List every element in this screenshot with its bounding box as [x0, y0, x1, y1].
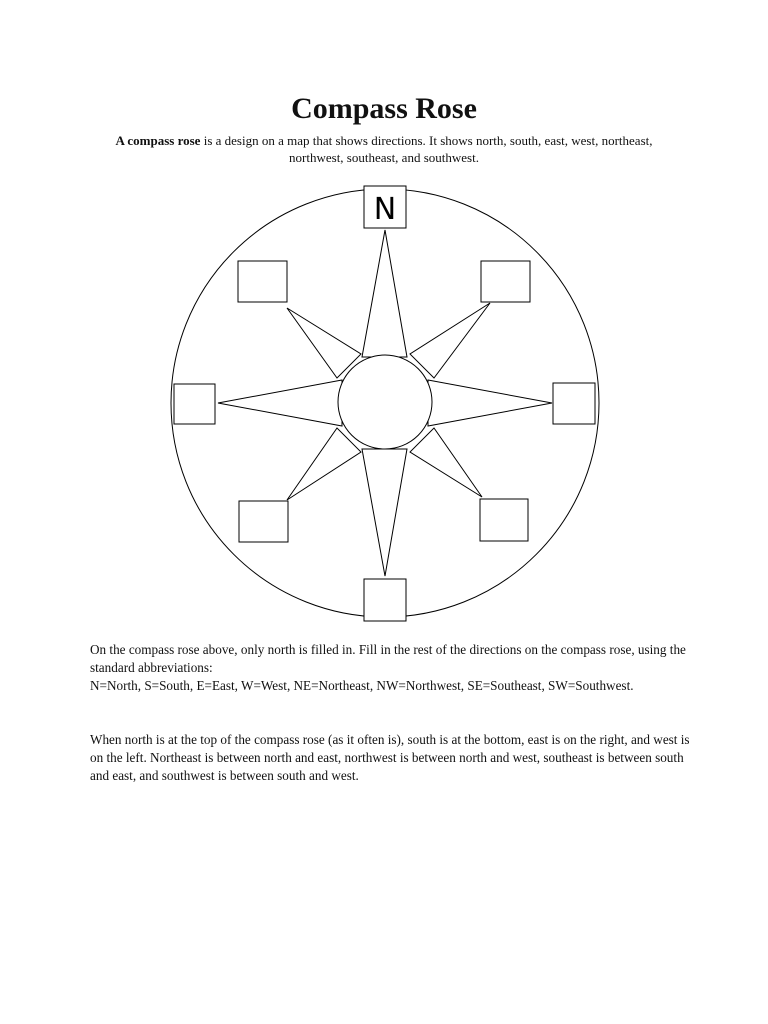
abbreviations-line: N=North, S=South, E=East, W=West, NE=Northeast, NW=Northwest, SE=Southeast, SW=Southwest. — [90, 678, 634, 693]
point-northeast — [410, 303, 490, 378]
point-east — [428, 380, 552, 426]
instructions-line-1: On the compass rose above, only north is filled in. Fill in the rest of the directions on the compass rose, using the standard abbreviations: — [90, 642, 686, 675]
answer-box-east[interactable] — [553, 383, 595, 424]
center-circle — [338, 355, 432, 449]
answer-box-southwest[interactable] — [239, 501, 288, 542]
page-title: Compass Rose — [291, 92, 477, 125]
answer-box-northwest[interactable] — [238, 261, 287, 302]
answer-box-west[interactable] — [174, 384, 215, 424]
point-northwest — [287, 308, 361, 378]
point-southeast — [410, 428, 482, 497]
point-west — [218, 380, 342, 426]
point-southwest — [287, 428, 361, 500]
point-north — [362, 230, 407, 357]
answer-box-southeast[interactable] — [480, 499, 528, 541]
answer-label-north: N — [373, 192, 397, 227]
explanation-paragraph: When north is at the top of the compass rose (as it often is), south is at the bottom, east is on the right, and west is on the left. Northeast is between north and east, northwest is between north and west, southeast is between south and east, and southwest is between south and west. — [90, 732, 690, 783]
point-south — [362, 449, 407, 576]
answer-box-south[interactable] — [364, 579, 406, 621]
intro-term: A compass rose — [115, 133, 201, 148]
instructions-block — [90, 641, 690, 695]
intro-text: is a design on a map that shows directions. It shows north, south, east, west, northeast, northwest, southeast, and southwest. — [200, 133, 653, 165]
answer-box-northeast[interactable] — [481, 261, 530, 302]
answer-box-north[interactable] — [364, 186, 406, 228]
